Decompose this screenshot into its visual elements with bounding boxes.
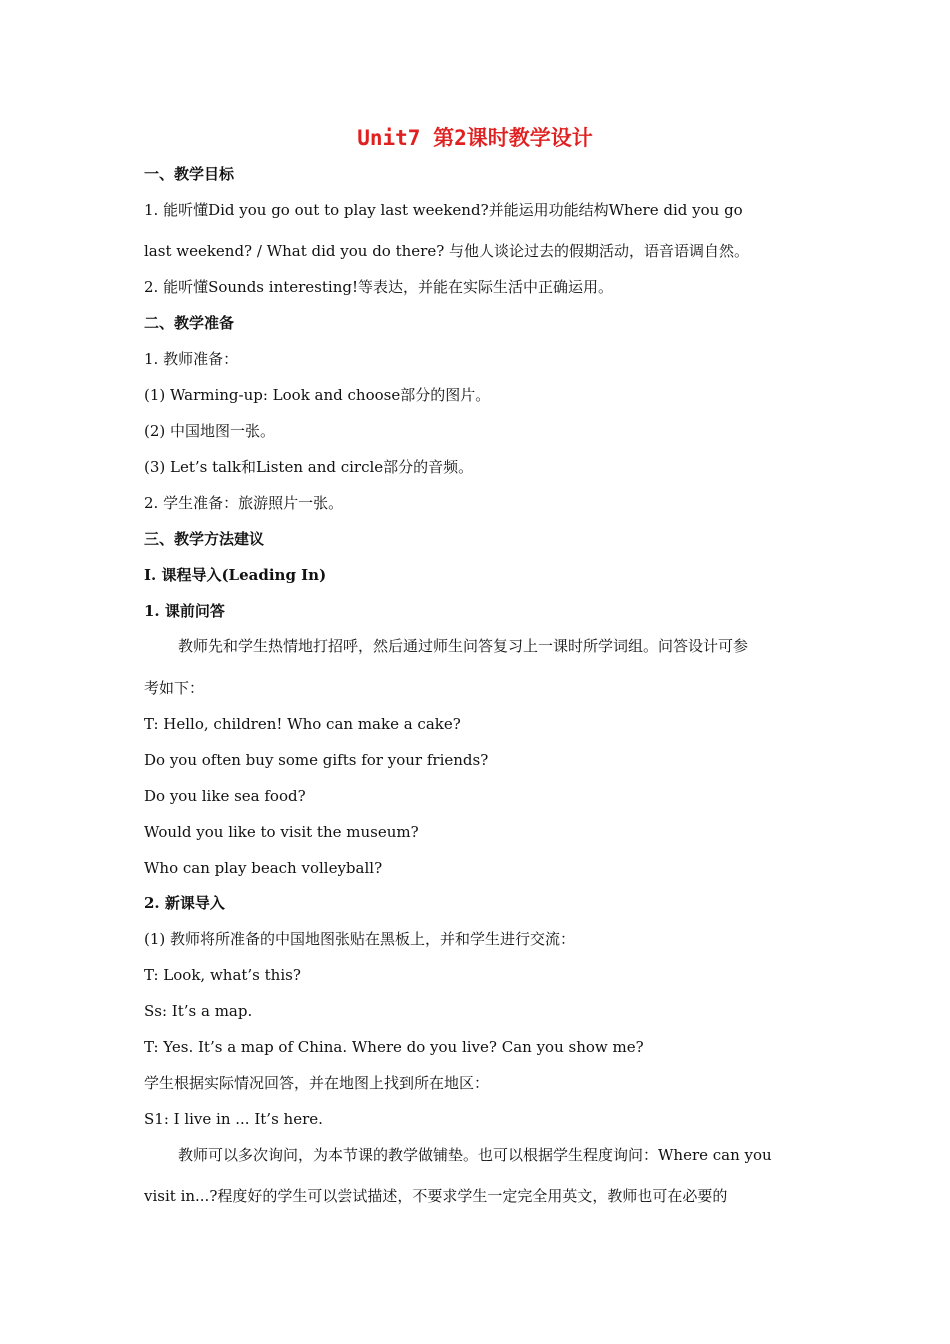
dialogue-line: T: Hello, children! Who can make a cake?: [144, 715, 461, 733]
subheading-new-lesson: 2. 新课导入: [144, 894, 225, 912]
paragraph-line-1: 教师可以多次询问，为本节课的教学做铺垫。也可以根据学生程度询问：Where can you: [178, 1146, 772, 1164]
section-heading-methods: 三、教学方法建议: [144, 530, 265, 548]
objective-2: 2. 能听懂Sounds interesting!等表达，并能在实际生活中正确运用。: [144, 278, 614, 296]
objective-1-line-2: last weekend? / What did you do there? 与他人谈论过去的假期活动，语音语调自然。: [144, 242, 750, 260]
section-heading-preparation: 二、教学准备: [144, 314, 235, 332]
section-heading-objectives: 一、教学目标: [144, 165, 235, 183]
paragraph-qa-line-2: 考如下：: [144, 679, 205, 697]
dialogue-line: Ss: It’s a map.: [144, 1002, 253, 1020]
subheading-leading-in: I. 课程导入(Leading In): [144, 566, 327, 584]
dialogue-line: T: Look, what’s this?: [144, 966, 301, 984]
prep-item-3: (3) Let’s talk和Listen and circle部分的音频。: [144, 458, 474, 476]
paragraph-line-2: visit in...?程度好的学生可以尝试描述，不要求学生一定完全用英文，教师也可在必要的: [144, 1187, 728, 1205]
document-title: Unit7 第2课时教学设计: [357, 126, 593, 150]
prep-student: 2. 学生准备：旅游照片一张。: [144, 494, 344, 512]
dialogue-line: S1: I live in ... It’s here.: [144, 1110, 323, 1128]
prep-teacher: 1. 教师准备：: [144, 350, 239, 368]
instruction-line: 学生根据实际情况回答，并在地图上找到所在地区：: [144, 1074, 490, 1092]
dialogue-line: Who can play beach volleyball?: [144, 859, 383, 877]
objective-1-line-1: 1. 能听懂Did you go out to play last weekend?并能运用功能结构Where did you go: [144, 201, 743, 219]
dialogue-line: Would you like to visit the museum?: [144, 823, 419, 841]
prep-item-1: (1) Warming-up: Look and choose部分的图片。: [144, 386, 491, 404]
dialogue-line: T: Yes. It’s a map of China. Where do you live? Can you show me?: [144, 1038, 644, 1056]
prep-item-2: (2) 中国地图一张。: [144, 422, 276, 440]
subheading-pre-class-qa: 1. 课前问答: [144, 602, 225, 620]
paragraph-qa-line-1: 教师先和学生热情地打招呼，然后通过师生问答复习上一课时所学词组。问答设计可参: [178, 637, 749, 655]
dialogue-line: Do you like sea food?: [144, 787, 306, 805]
dialogue-line: Do you often buy some gifts for your friends?: [144, 751, 489, 769]
step-1: (1) 教师将所准备的中国地图张贴在黑板上，并和学生进行交流：: [144, 930, 576, 948]
